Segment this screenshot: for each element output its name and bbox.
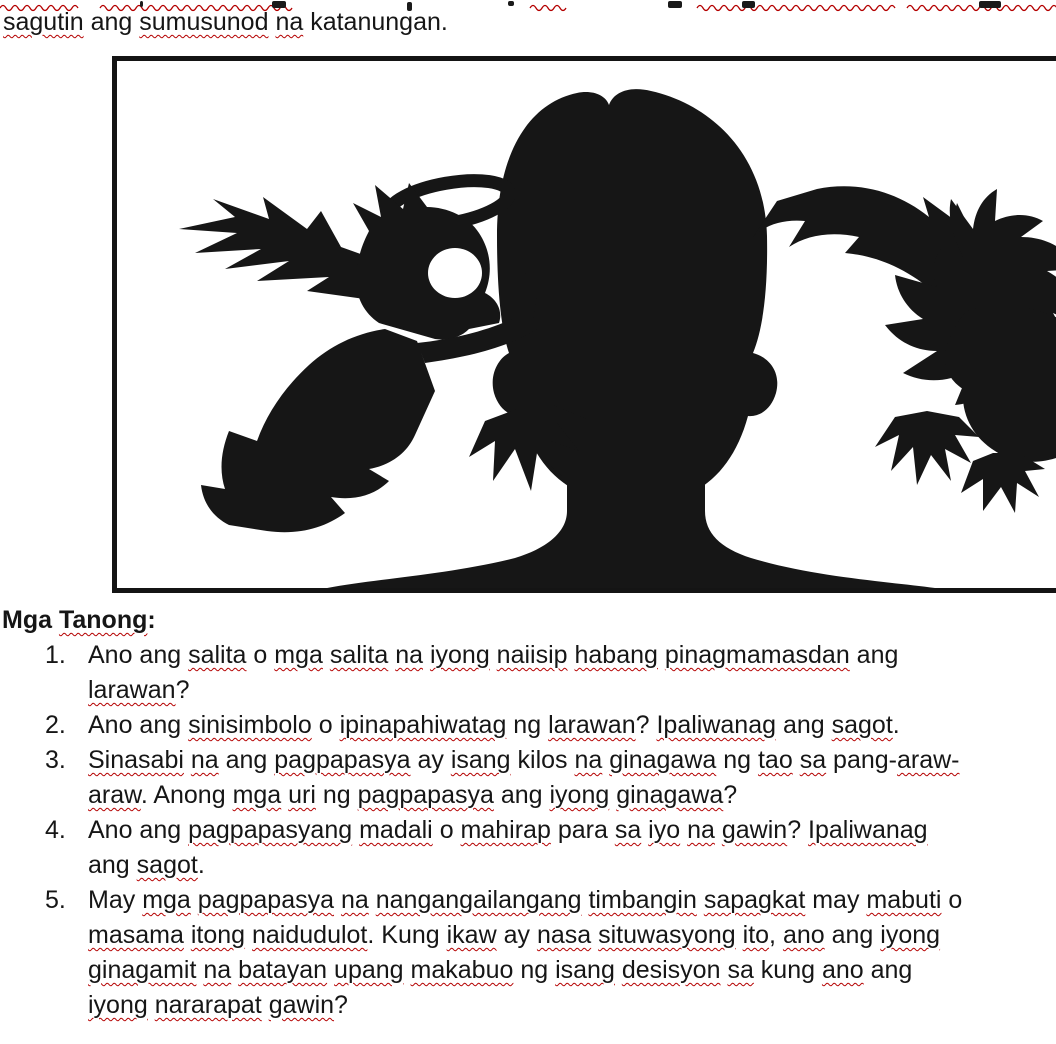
question-line [88, 778, 1056, 813]
misspelled-word: iyong [549, 781, 610, 809]
text-segment: ? [787, 816, 809, 844]
text-segment [793, 746, 800, 774]
text-segment: Ano ang [88, 816, 189, 844]
misspelled-word: na [190, 746, 219, 774]
misspelled-word: Sinasabi [88, 746, 184, 774]
misspelled-word: larawan [548, 711, 636, 739]
misspelled-word: pagpapasya [357, 781, 494, 809]
misspelled-word: upang [334, 956, 404, 984]
text-segment: ang [863, 956, 913, 984]
question-line [88, 708, 1056, 743]
misspelled-word: ikaw [446, 921, 497, 949]
text-segment: ang [88, 851, 137, 879]
text-segment [184, 746, 191, 774]
text-segment [148, 991, 155, 1019]
misspelled-word: mga [274, 641, 323, 669]
text-segment [323, 641, 330, 669]
question-number: 3. [45, 746, 66, 774]
text-segment: ay [496, 921, 537, 949]
text-segment [615, 956, 622, 984]
text-segment: ng [716, 746, 758, 774]
questions-section [2, 603, 1056, 1023]
question-line [88, 883, 1056, 918]
devil-leg-spikes [961, 453, 1045, 513]
text-segment: may [805, 886, 867, 914]
misspelled-word: ano [782, 921, 825, 949]
misspelled-word: naidudulot [252, 921, 368, 949]
text-segment: ? [723, 781, 738, 809]
text-segment: Ano ang [88, 711, 189, 739]
text-segment [334, 886, 341, 914]
text-segment: , [769, 921, 783, 949]
question-item-1 [2, 638, 1056, 708]
text-segment: ng [506, 711, 549, 739]
text-segment [697, 886, 704, 914]
angel-wing [179, 197, 379, 301]
text-segment: pang- [826, 746, 897, 774]
text-segment: o [311, 711, 340, 739]
misspelled-word: makabuo [410, 956, 514, 984]
misspelled-word: ito [742, 921, 770, 949]
misspelled-word: situwasyong [598, 921, 736, 949]
text-segment [245, 921, 252, 949]
text-segment: o [246, 641, 275, 669]
text-segment: May [88, 886, 143, 914]
misspelled-word: pagpapasya [197, 886, 335, 914]
misspelled-word: batayan [238, 956, 328, 984]
text-segment: ng [513, 956, 556, 984]
devil-tail-spikes [875, 411, 979, 485]
text-segment: ? [334, 991, 348, 1019]
misspelled-word: sumusunod [139, 8, 269, 36]
question-line [88, 988, 1056, 1023]
question-line [88, 813, 1056, 848]
devil-torso [945, 306, 1056, 462]
text-segment [184, 921, 191, 949]
text-segment [262, 991, 269, 1019]
question-number: 4. [45, 816, 66, 844]
misspelled-word: desisyon [621, 956, 721, 984]
text-segment: o [432, 816, 461, 844]
misspelled-word: mabuti [866, 886, 942, 914]
misspelled-word: iyo [648, 816, 681, 844]
misspelled-word: gawin [268, 991, 335, 1019]
text-segment: . Kung [367, 921, 447, 949]
question-number: 5. [45, 886, 66, 914]
question-number: 1. [45, 641, 66, 669]
misspelled-word: salita [188, 641, 247, 669]
misspelled-word: sagot [136, 851, 198, 879]
misspelled-word: sa [727, 956, 754, 984]
misspelled-word: sapagkat [703, 886, 806, 914]
misspelled-word: madali [359, 816, 433, 844]
questions-heading [2, 603, 1056, 638]
misspelled-word: na [275, 8, 304, 36]
question-line [88, 743, 1056, 778]
misspelled-word: na [203, 956, 232, 984]
misspelled-word: ginagawa [609, 746, 717, 774]
text-segment: ang [776, 711, 832, 739]
question-item-3 [2, 743, 1056, 813]
question-text [88, 743, 1056, 813]
text-segment [191, 886, 198, 914]
text-segment: ang [218, 746, 275, 774]
text-segment: . [197, 851, 205, 879]
text-segment: kilos [510, 746, 575, 774]
text-segment: ang [83, 8, 140, 36]
text-segment: Mga [2, 606, 59, 634]
misspelled-word: gawin [721, 816, 788, 844]
text-segment: ng [315, 781, 358, 809]
question-text [88, 638, 1056, 708]
text-segment: . [892, 711, 900, 739]
text-segment: ang [849, 641, 899, 669]
misspelled-word: isang [450, 746, 511, 774]
text-segment: kung [753, 956, 822, 984]
misspelled-word: sagot [831, 711, 893, 739]
intro-sentence [3, 5, 1053, 39]
text-segment: Ano ang [88, 641, 189, 669]
misspelled-word: mahirap [460, 816, 551, 844]
question-line [88, 638, 1056, 673]
question-number: 2. [45, 711, 66, 739]
misspelled-word: sa [799, 746, 827, 774]
misspelled-word: larawan [88, 676, 176, 704]
text-segment: para [550, 816, 615, 844]
angel-devil-illustration [117, 61, 1056, 588]
misspelled-word: nasa [536, 921, 592, 949]
text-segment: ang [493, 781, 550, 809]
text-segment: : [147, 606, 156, 634]
text-segment: . Anong [140, 781, 233, 809]
text-segment: ay [410, 746, 451, 774]
misspelled-word: timbangin [588, 886, 697, 914]
misspelled-word: ginagawa [616, 781, 724, 809]
misspelled-word: habang [574, 641, 658, 669]
text-segment [327, 956, 334, 984]
misspelled-word: pagpapasya [274, 746, 411, 774]
misspelled-word: iyong [429, 641, 490, 669]
text-segment [658, 641, 665, 669]
misspelled-word: salita [329, 641, 389, 669]
misspelled-word: na [340, 886, 369, 914]
misspelled-word: sinisimbolo [188, 711, 312, 739]
misspelled-word: na [395, 641, 423, 669]
question-line [88, 953, 1056, 988]
angel-robe [201, 329, 435, 532]
misspelled-word: isang [555, 956, 615, 984]
question-text [88, 813, 1056, 883]
text-segment [423, 641, 430, 669]
misspelled-word: nangangailangang [375, 886, 582, 914]
question-text [88, 883, 1056, 1023]
misspelled-word: mga [142, 886, 191, 914]
question-line [88, 848, 1056, 883]
text-segment: ang [824, 921, 881, 949]
text-segment: ? [175, 676, 190, 704]
question-item-4 [2, 813, 1056, 883]
questions-list [2, 638, 1056, 1023]
misspelled-word: iyong [880, 921, 941, 949]
misspelled-word: mga [232, 781, 282, 809]
angel-devil-figure [112, 56, 1056, 593]
text-segment: ? [635, 711, 657, 739]
text-segment [404, 956, 411, 984]
misspelled-word: Ipaliwanag [656, 711, 777, 739]
misspelled-word: tao [757, 746, 793, 774]
misspelled-word: na [687, 816, 715, 844]
misspelled-word: ginagamit [88, 956, 197, 984]
misspelled-word: sa [614, 816, 642, 844]
misspelled-word: masama [88, 921, 184, 949]
angel-face [428, 248, 482, 298]
text-segment [568, 641, 575, 669]
misspelled-word: nararapat [154, 991, 262, 1019]
misspelled-word: Ipaliwanag [808, 816, 928, 844]
misspelled-word: pagpapasyang [188, 816, 353, 844]
shoulders-silhouette [322, 464, 942, 588]
question-line [88, 918, 1056, 953]
misspelled-word: araw- [897, 746, 960, 774]
question-item-2 [2, 708, 1056, 743]
misspelled-word: naiisip [496, 641, 568, 669]
misspelled-word: na [574, 746, 603, 774]
misspelled-word: pinagmamasdan [664, 641, 850, 669]
text-segment [490, 641, 497, 669]
text-segment [736, 921, 743, 949]
text-segment: o [941, 886, 963, 914]
text-segment: katanungan. [303, 8, 448, 36]
question-item-5 [2, 883, 1056, 1023]
misspelled-word: ipinapahiwatag [339, 711, 507, 739]
text-segment [715, 816, 722, 844]
misspelled-word: iyong [88, 991, 148, 1019]
question-line [88, 673, 1056, 708]
misspelled-word: araw [88, 781, 141, 809]
misspelled-word: ano [821, 956, 864, 984]
misspelled-word: itong [190, 921, 246, 949]
question-text [88, 708, 1056, 743]
misspelled-word: Tanong [58, 606, 148, 634]
text-segment [369, 886, 376, 914]
misspelled-word: uri [288, 781, 316, 809]
misspelled-word: sagutin [3, 8, 84, 36]
